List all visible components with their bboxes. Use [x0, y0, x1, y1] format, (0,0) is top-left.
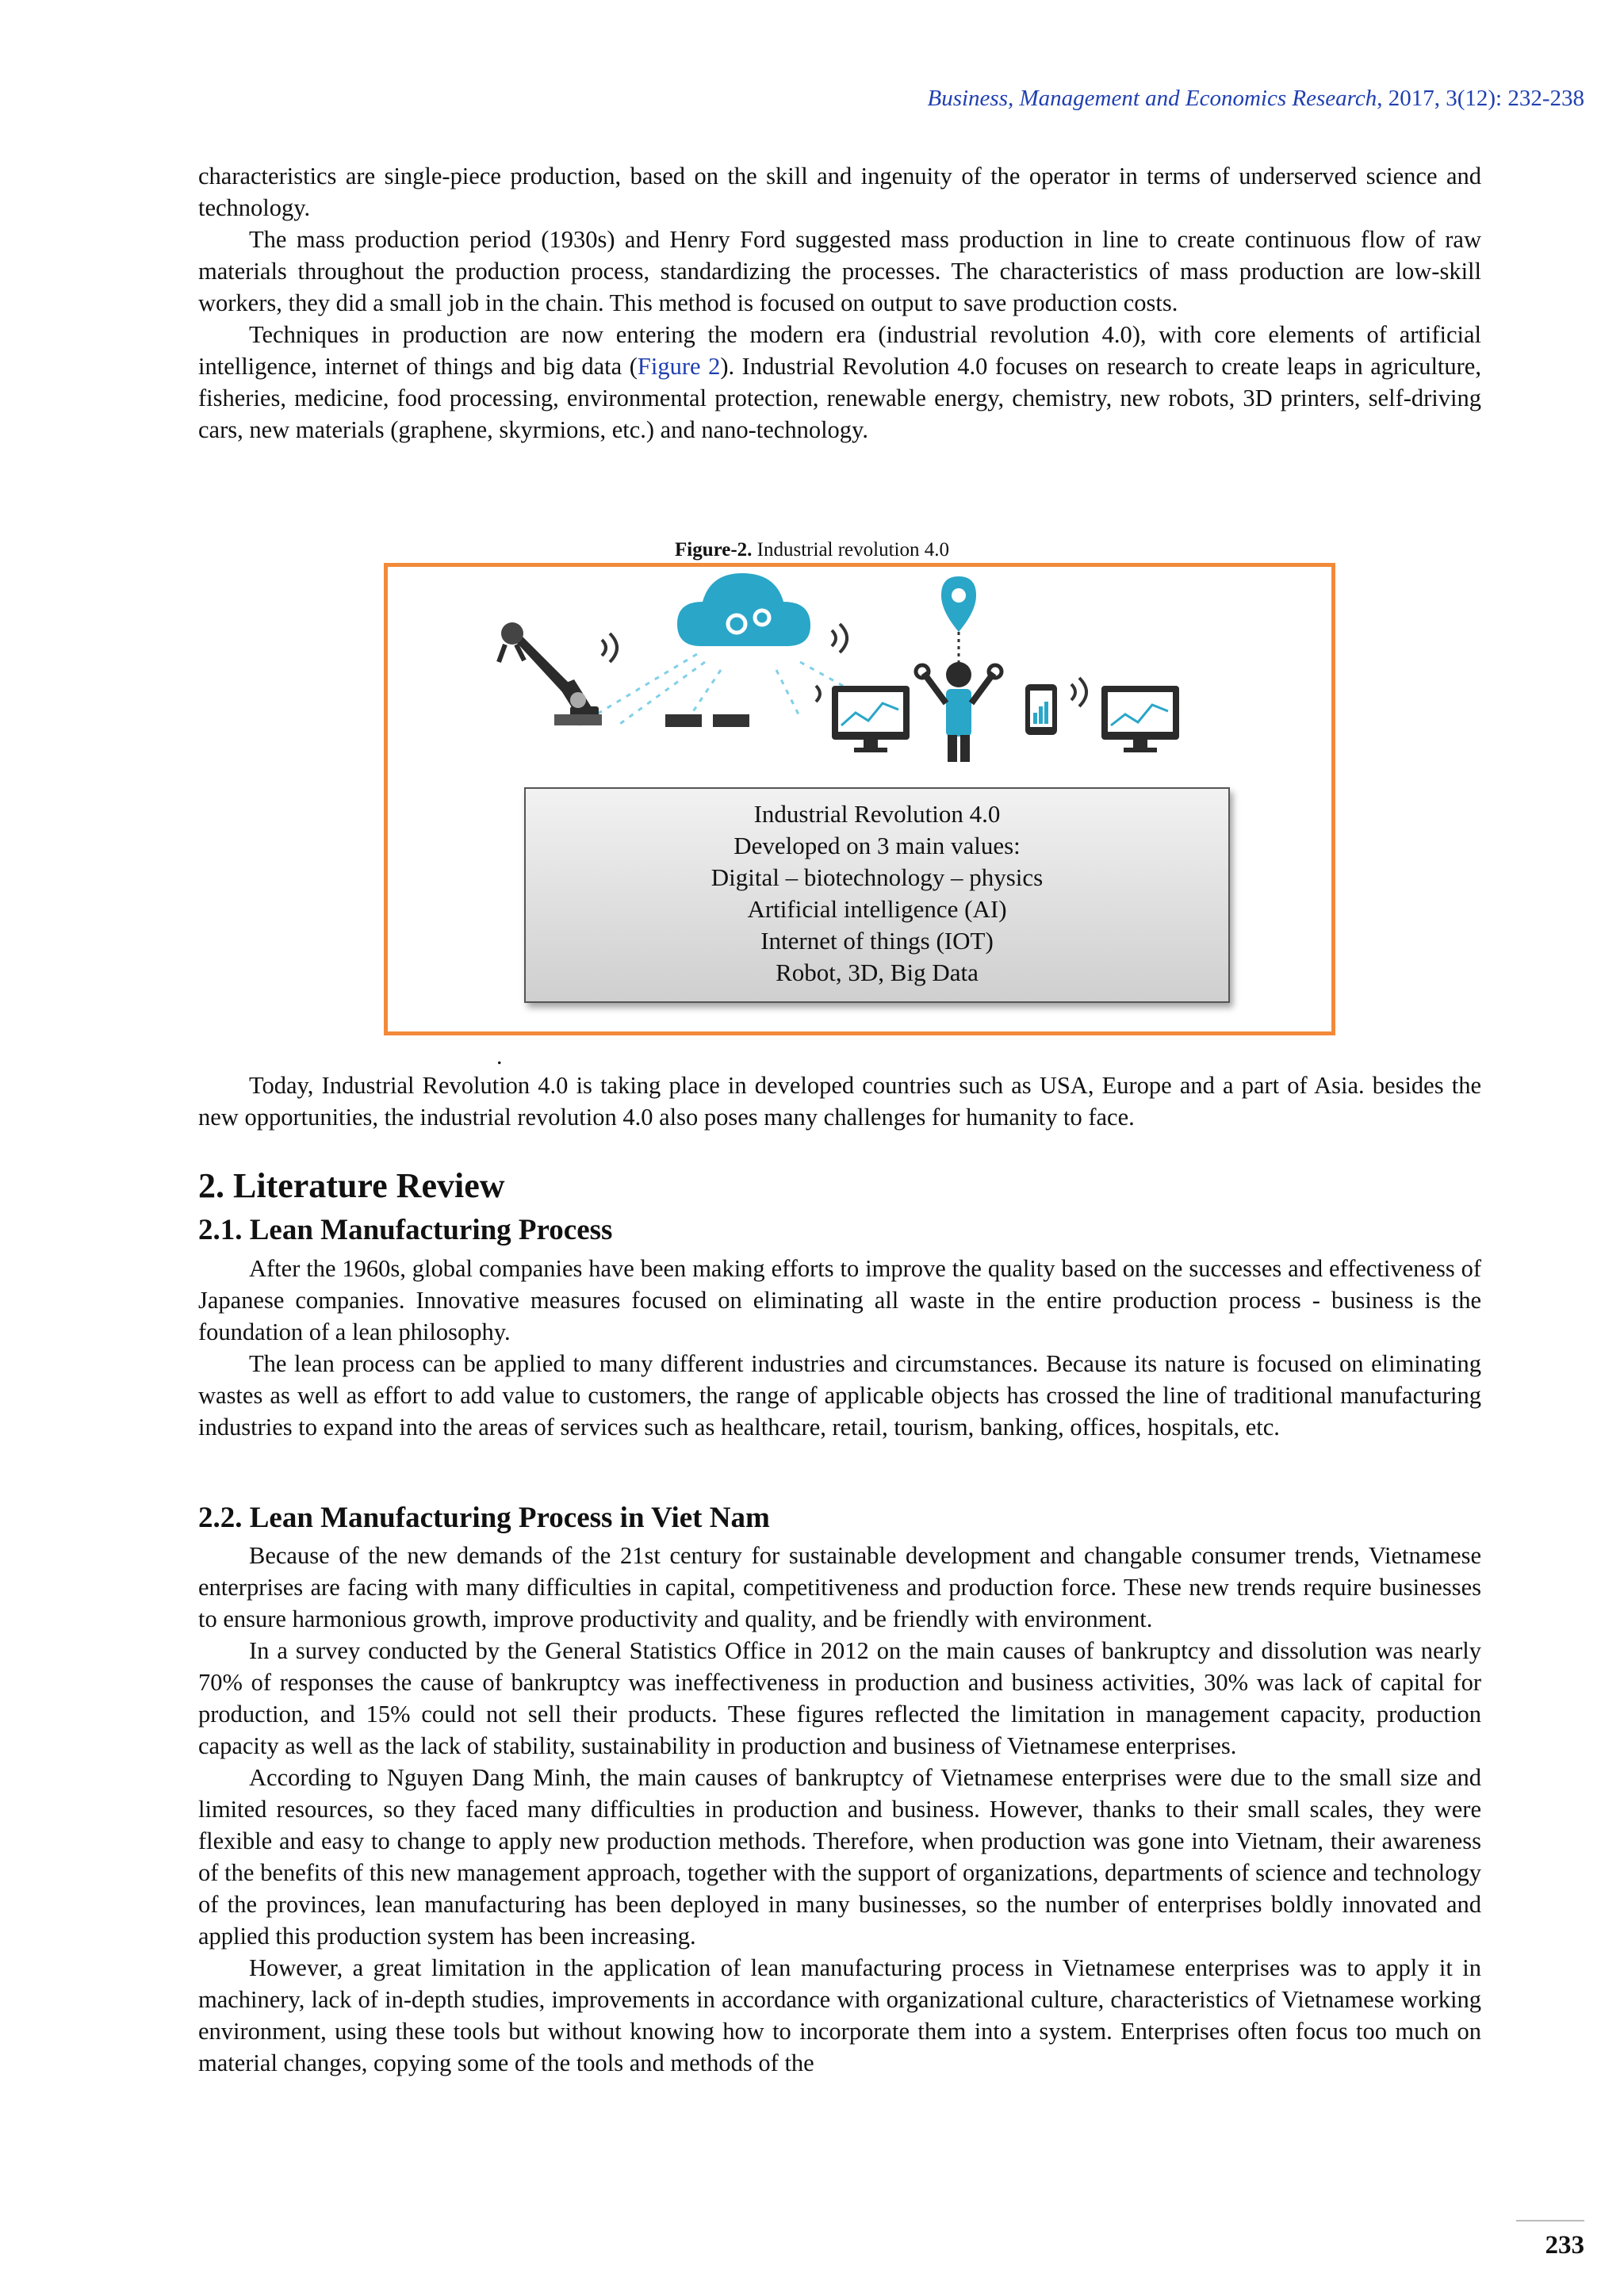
paragraph: According to Nguyen Dang Minh, the main causes of bankruptcy of Vietnamese enterprises were due to the small size and limited resources, so they faced many difficulties in production and business. However, thanks to their small scales, they were flexible and easy to change to apply new production methods. Therefore, when production was gone into Vietnam, their awareness of the benefits of this new management approach, together with the support of organizations, departments of science and technology of the provinces, lean manufacturing has been deployed in many businesses, so the number of enterprises boldly innovated and applied this production system has been increasing.	[198, 1764, 1481, 1950]
info-line: Artificial intelligence (AI)	[747, 895, 1007, 923]
paragraph: In a survey conducted by the General Statistics Office in 2012 on the main causes of bankruptcy and dissolution was nearly 70% of responses the cause of bankruptcy was ineffectiveness in production and business activities, 30% was lack of capital for production, and 15% could not sell their products. These figures reflected the limitation in management capacity, production capacity as well as the lack of stability, sustainability in production and business of Vietnamese enterprises.	[198, 1637, 1481, 1759]
info-line: Industrial Revolution 4.0	[753, 800, 1001, 828]
monitor-chart-icon	[1101, 686, 1179, 752]
running-header	[928, 86, 1585, 112]
journal-citation: , 2017, 3(12): 232-238	[1377, 86, 1584, 111]
subsection-heading: 2.2. Lean Manufacturing Process in Viet Nam	[198, 1502, 770, 1534]
figure-label: Figure-2.	[674, 539, 753, 561]
phone-chart-icon	[1025, 684, 1057, 735]
page-number: 233	[1545, 2231, 1584, 2260]
after-figure-text	[198, 1070, 1481, 1133]
paragraph: Techniques in production are now entering the modern era (industrial revolution 4.0), with core elements of artificial intelligence, internet of things and big data (Figure 2). Industrial Revolution 4.0 focuses on research to create leaps in agriculture, fisheries, medicine, food processing, environmental protection, renewable energy, chemistry, new robots, 3D printers, self-driving cars, new materials (graphene, skyrmions, etc.) and nano-technology.	[198, 321, 1481, 443]
info-line: Digital – biotechnology – physics	[710, 863, 1044, 891]
info-line: Internet of things (IOT)	[760, 927, 994, 955]
section-heading: 2. Literature Review	[198, 1166, 505, 1205]
stray-dot: .	[496, 1043, 503, 1070]
figure-caption	[0, 539, 1624, 561]
paragraph: Because of the new demands of the 21st century for sustainable development and changable consumer trends, Vietnamese enterprises are facing with many difficulties in capital, competitiveness and production force. These new trends require businesses to ensure harmonious growth, improve productivity and quality, and be friendly with environment.	[198, 1542, 1481, 1632]
footer-rule	[1516, 2220, 1584, 2221]
paragraph: The lean process can be applied to many different industries and circumstances. Because its nature is focused on eliminating wastes as well as effort to add value to customers, the range of applicable objects has crossed the line of traditional manufacturing industries to expand into the areas of services such as healthcare, retail, tourism, banking, offices, hospitals, etc.	[198, 1350, 1481, 1441]
section-2-1-text	[198, 1253, 1481, 1443]
engineer-icon	[916, 662, 1002, 762]
journal-name: Business, Management and Economics Research	[927, 86, 1377, 111]
industrial-revolution-info-box	[524, 787, 1230, 1003]
subsection-heading: 2.1. Lean Manufacturing Process	[198, 1214, 613, 1246]
cloud-gear-icon	[677, 573, 810, 646]
intro-text	[198, 160, 1481, 446]
info-line: Robot, 3D, Big Data	[776, 959, 979, 986]
section-2-2-text	[198, 1540, 1481, 2079]
paragraph: After the 1960s, global companies have been making efforts to improve the quality based on the successes and effectiveness of Japanese companies. Innovative measures focused on eliminating all waste in the entire production process - business is the foundation of a lean philosophy.	[198, 1255, 1481, 1345]
info-line: Developed on 3 main values:	[733, 832, 1021, 859]
figure-caption-text: Industrial revolution 4.0	[752, 539, 949, 561]
paragraph: However, a great limitation in the application of lean manufacturing process in Vietnamese enterprises was to apply it in machinery, lack of in-depth studies, improvements in accordance with organizational culture, characteristics of Vietnamese working environment, using these tools but without knowing how to incorporate them into a system. Enterprises often focus too much on material changes, copying some of the tools and methods of the	[198, 1954, 1481, 2076]
location-pin-icon	[941, 576, 976, 664]
paragraph: Today, Industrial Revolution 4.0 is taking place in developed countries such as USA, Europe and a part of Asia. besides the new opportunities, the industrial revolution 4.0 also poses many challenges for humanity to face.	[198, 1072, 1481, 1131]
figure-2-frame	[384, 563, 1335, 1035]
figure-2-link[interactable]: Figure 2	[637, 353, 721, 380]
router-icon	[665, 714, 749, 727]
robot-arm-icon	[499, 622, 602, 725]
monitor-chart-icon	[832, 686, 910, 752]
paragraph: The mass production period (1930s) and Henry Ford suggested mass production in line to create continuous flow of raw materials throughout the production process, standardizing the processes. The characteristics of mass production are low-skill workers, they did a small job in the chain. This method is focused on output to save production costs.	[198, 226, 1481, 316]
paragraph: characteristics are single-piece production, based on the skill and ingenuity of the operator in terms of underserved science and technology.	[198, 163, 1481, 221]
